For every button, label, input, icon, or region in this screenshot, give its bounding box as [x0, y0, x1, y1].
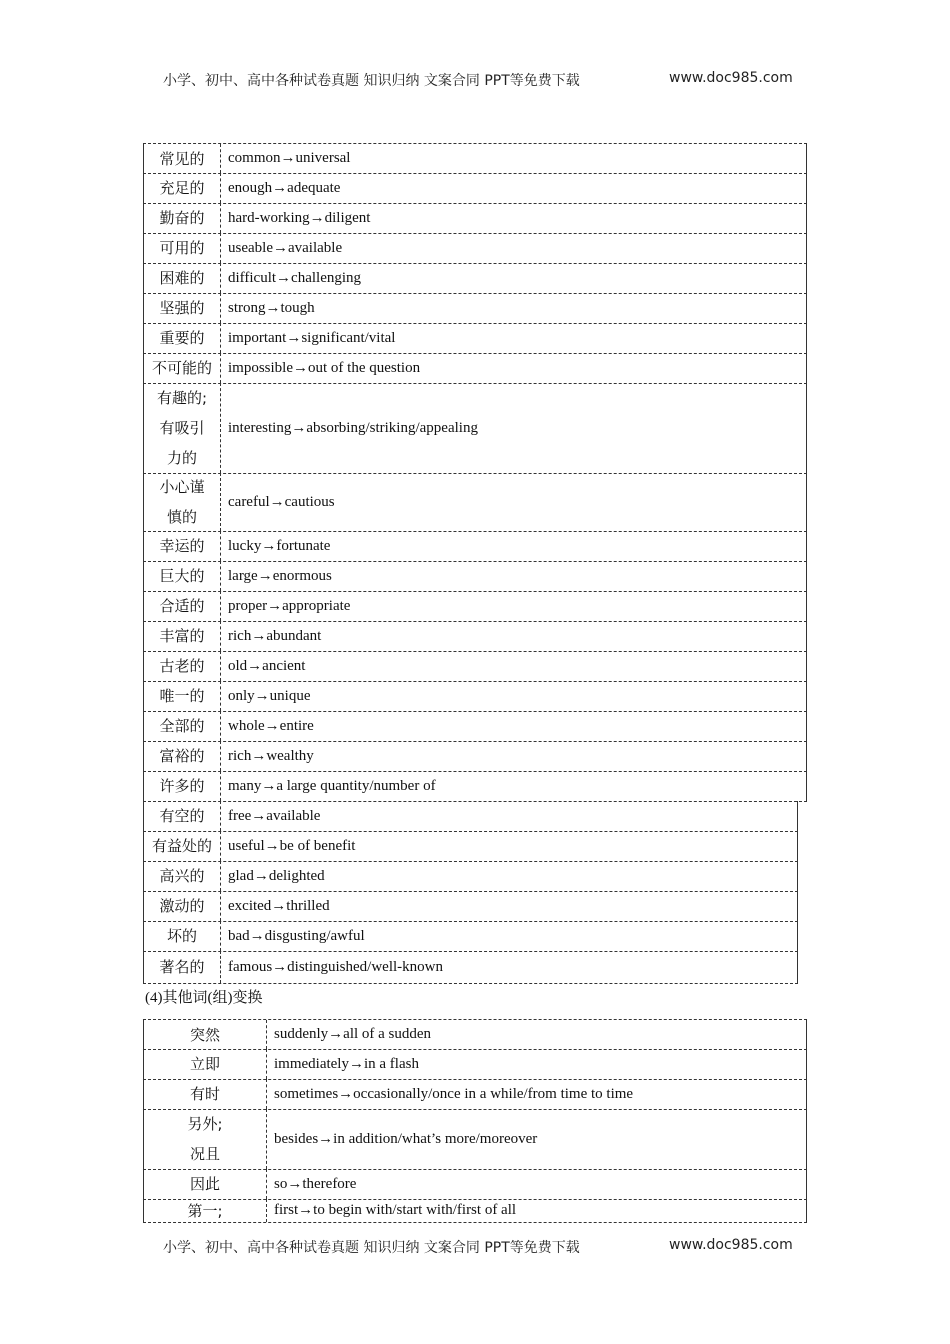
english-replacement: first→to begin with/start with/first of all	[274, 1202, 517, 1218]
chinese-term: 突然	[144, 1020, 267, 1049]
chinese-term: 有空的	[144, 801, 221, 831]
english-replacement: large→enormous	[228, 567, 332, 584]
table-row	[143, 263, 807, 294]
chinese-term: 幸运的	[144, 531, 221, 561]
chinese-term: 有时	[144, 1079, 267, 1109]
chinese-term: 困难的	[144, 263, 221, 293]
header-text: 小学、初中、高中各种试卷真题 知识归纳 文案合同 PPT等免费下载	[163, 73, 580, 89]
table-row	[143, 951, 798, 984]
table-row	[143, 891, 798, 922]
table-row	[143, 711, 807, 742]
chinese-term: 可用的	[144, 233, 221, 263]
english-replacement: only→unique	[228, 687, 311, 704]
english-replacement: enough→adequate	[228, 179, 341, 196]
table-row	[143, 801, 798, 832]
table-row	[143, 143, 807, 174]
english-replacement: free→available	[228, 807, 321, 824]
table-row	[143, 1049, 807, 1080]
header-url: www.doc985.com	[669, 70, 793, 86]
chinese-term: 合适的	[144, 591, 221, 621]
table-row	[143, 473, 807, 532]
table-row	[143, 203, 807, 234]
table-row	[143, 651, 807, 682]
english-replacement: whole→entire	[228, 717, 314, 734]
chinese-term: 高兴的	[144, 861, 221, 891]
english-replacement: useable→available	[228, 239, 343, 256]
chinese-term: 第一;	[144, 1199, 267, 1222]
table-row	[143, 741, 807, 772]
table-row	[143, 1199, 807, 1223]
footer-url: www.doc985.com	[669, 1237, 793, 1253]
english-replacement: excited→thrilled	[228, 897, 330, 914]
table-row	[143, 771, 807, 802]
chinese-term: 唯一的	[144, 681, 221, 711]
english-replacement: sometimes→occasionally/once in a while/from time to time	[274, 1085, 634, 1102]
section-title: (4)其他词(组)变换	[145, 990, 263, 1006]
chinese-term: 激动的	[144, 891, 221, 921]
chinese-term: 许多的	[144, 771, 221, 801]
table-row	[143, 861, 798, 892]
table-row	[143, 1169, 807, 1200]
table-row	[143, 1019, 807, 1050]
table-row	[143, 1079, 807, 1110]
chinese-term: 有趣的; 有吸引 力的	[144, 383, 221, 473]
table-row	[143, 353, 807, 384]
chinese-term: 坏的	[144, 921, 221, 951]
table-row	[143, 293, 807, 324]
english-replacement: old→ancient	[228, 657, 306, 674]
english-replacement: common→universal	[228, 150, 351, 166]
english-replacement: hard-working→diligent	[228, 209, 371, 226]
table-row	[143, 233, 807, 264]
english-replacement: useful→be of benefit	[228, 837, 356, 854]
table-row	[143, 921, 798, 952]
chinese-term: 丰富的	[144, 621, 221, 651]
chinese-term: 有益处的	[144, 831, 221, 861]
chinese-term: 著名的	[144, 951, 221, 983]
english-replacement: so→therefore	[274, 1175, 357, 1192]
table-row	[143, 561, 807, 592]
english-replacement: glad→delighted	[228, 867, 325, 884]
english-replacement: important→significant/vital	[228, 329, 396, 346]
table-row	[143, 831, 798, 862]
table-row	[143, 323, 807, 354]
chinese-term: 立即	[144, 1049, 267, 1079]
english-replacement: interesting→absorbing/striking/appealing	[228, 419, 478, 436]
chinese-term: 坚强的	[144, 293, 221, 323]
english-replacement: careful→cautious	[228, 493, 335, 510]
chinese-term: 重要的	[144, 323, 221, 353]
chinese-term: 巨大的	[144, 561, 221, 591]
chinese-term: 勤奋的	[144, 203, 221, 233]
chinese-term: 因此	[144, 1169, 267, 1199]
table-row	[143, 383, 807, 474]
english-replacement: rich→wealthy	[228, 747, 314, 764]
english-replacement: rich→abundant	[228, 627, 322, 644]
english-replacement: lucky→fortunate	[228, 537, 331, 554]
chinese-term: 小心谨 慎的	[144, 473, 221, 531]
english-replacement: famous→distinguished/well-known	[228, 958, 443, 975]
table-row	[143, 681, 807, 712]
english-replacement: proper→appropriate	[228, 597, 351, 614]
table-row	[143, 1109, 807, 1170]
chinese-term: 充足的	[144, 173, 221, 203]
chinese-term: 常见的	[144, 144, 221, 173]
chinese-term: 古老的	[144, 651, 221, 681]
english-replacement: besides→in addition/what’s more/moreover	[274, 1130, 538, 1147]
english-replacement: impossible→out of the question	[228, 359, 421, 376]
table-row	[143, 173, 807, 204]
english-replacement: strong→tough	[228, 299, 315, 316]
footer-text: 小学、初中、高中各种试卷真题 知识归纳 文案合同 PPT等免费下载	[163, 1240, 580, 1256]
chinese-term: 全部的	[144, 711, 221, 741]
table-row	[143, 621, 807, 652]
chinese-term: 不可能的	[144, 353, 221, 383]
chinese-term: 另外; 况且	[144, 1109, 267, 1169]
english-replacement: suddenly→all of a sudden	[274, 1026, 432, 1042]
english-replacement: bad→disgusting/awful	[228, 927, 365, 944]
table-row	[143, 531, 807, 562]
english-replacement: immediately→in a flash	[274, 1055, 419, 1072]
table-row	[143, 591, 807, 622]
chinese-term: 富裕的	[144, 741, 221, 771]
english-replacement: many→a large quantity/number of	[228, 777, 436, 794]
english-replacement: difficult→challenging	[228, 269, 362, 286]
